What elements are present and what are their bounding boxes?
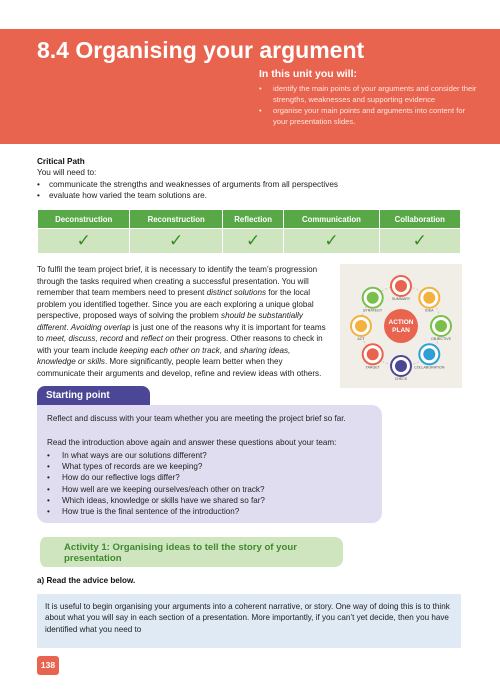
question-item: • How true is the final sentence of the introduction? [47,506,377,517]
action-plan-node-dot [355,320,367,332]
unit-objectives-list [259,84,481,128]
action-plan-node-label: CHECK [394,377,408,381]
action-plan-center [384,309,418,343]
action-plan-node-label: STRATEGY [363,308,383,313]
activity-part-a: a) Read the advice below. [37,576,136,585]
action-plan-node-dot [367,292,379,304]
critical-path-heading: Critical Path [37,157,85,166]
action-plan-node-dot [367,348,379,360]
action-plan-node-dot [395,280,407,292]
check-icon: ✓ [379,229,460,254]
skills-table [37,209,461,254]
critical-path-item: • communicate the strengths and weaknesses of arguments from all perspectives [37,179,338,190]
critical-path-list [37,179,338,201]
skill-header-deconstruction: Deconstruction [38,210,130,229]
action-plan-diagram [340,264,462,388]
critical-path-intro: You will need to: [37,168,97,177]
intro-paragraph: To fulfil the team project brief, it is necessary to identify the team’s progression through the tasks required when creating a successful presentation. You will remember that team members need to present distinct solutions for the local problem you identified together. Since you are each exploring a unique global perspective, proposed ways of solving the problem should be substantially different. Avoiding overlap is just one of the reasons why it is important for teams to meet, discuss, record and reflect on their progress. Other reasons to check in with your team include keeping each other on track, and sharing ideas, knowledge or skills. More significantly, people learn better when they communicate their arguments and develop, refine and review ideas with others. [37,265,326,378]
action-plan-center-line2: PLAN [392,327,410,334]
skill-header-communication: Communication [284,210,379,229]
starting-point-questions [47,450,377,517]
starting-point-label: Starting point [46,390,110,401]
question-item: • Which ideas, knowledge or skills have we shared so far? [47,495,377,506]
question-item: • How do our reflective logs differ? [47,472,377,483]
action-plan-center-line1: ACTION [388,319,414,326]
action-plan-node-label: TARGET [365,365,380,370]
action-plan-node-dot [395,360,407,372]
question-item: • What types of records are we keeping? [47,461,377,472]
skill-header-reconstruction: Reconstruction [130,210,222,229]
check-icon: ✓ [38,229,130,254]
activity-title: Activity 1: Organising ideas to tell the story of your presentation [64,542,297,564]
action-plan-node-label: OBJECTIVE [431,337,451,341]
action-plan-node-dot [435,320,447,332]
starting-point-instruction: Read the introduction above again and answer these questions about your team: [47,438,337,447]
action-plan-node-label: SUMMARY [391,297,411,301]
question-item: • In what ways are our solutions different? [47,450,377,461]
check-icon: ✓ [222,229,283,254]
action-plan-node-dot [423,292,435,304]
action-plan-node-dot [423,348,435,360]
question-item: • How well are we keeping ourselves/each other on track? [47,484,377,495]
check-icon: ✓ [130,229,222,254]
skill-header-reflection: Reflection [222,210,283,229]
action-plan-illustration [340,264,462,388]
starting-point-text: Reflect and discuss with your team whether you are meeting the project brief so far. [47,414,346,423]
objective-item: • organise your main points and arguments into content for your presentation slides. [259,106,481,127]
action-plan-node-label: ACT [357,337,365,341]
advice-text: It is useful to begin organising your arguments into a coherent narrative, or story. One way of doing this is to think about what you will say in each section of a presentation. More importantly, if you can’t yet decide, then you have identified what you need to [45,602,450,634]
check-icon: ✓ [284,229,379,254]
action-plan-node-label: COLLABORATION [414,365,445,370]
objective-item: • identify the main points of your arguments and consider their strengths, weaknesses and supporting evidence [259,84,481,105]
unit-title: 8.4 Organising your argument [37,37,365,63]
skill-header-collaboration: Collaboration [379,210,460,229]
critical-path-item: • evaluate how varied the team solutions are. [37,190,338,201]
unit-objectives-heading: In this unit you will: [259,68,357,80]
action-plan-node-label: IDEA [425,308,434,313]
page-number: 138 [37,656,59,675]
